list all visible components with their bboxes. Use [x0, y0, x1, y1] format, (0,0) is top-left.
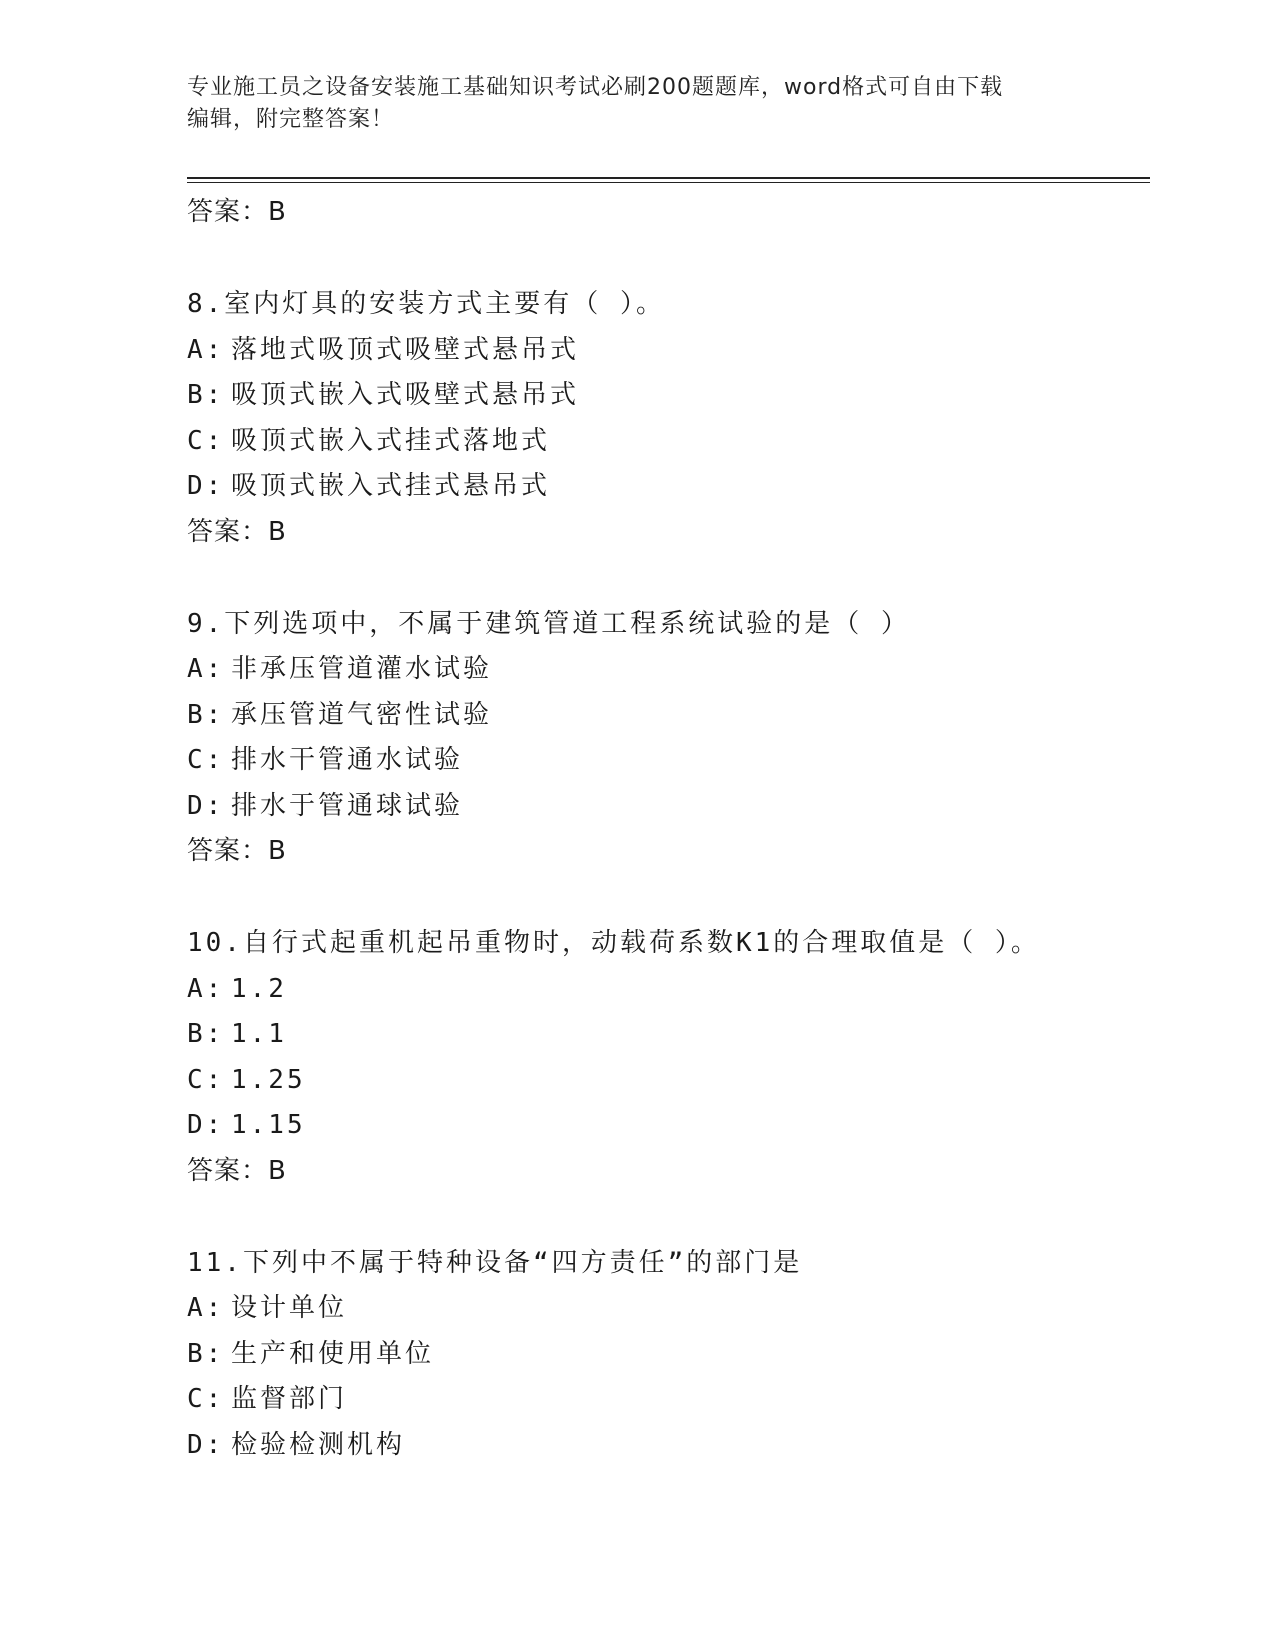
option-d: D: 排水于管通球试验 [187, 790, 464, 821]
option-d: D: 检验检测机构 [187, 1429, 406, 1460]
question-title: 8.室内灯具的安装方式主要有（ ）。 [187, 289, 665, 319]
option-b: B: 生产和使用单位 [187, 1338, 435, 1369]
header-divider-thick [187, 177, 1150, 179]
question-9 [187, 602, 1150, 874]
question-11 [187, 1241, 1150, 1469]
option-b: B: 承压管道气密性试验 [187, 699, 493, 730]
question-title: 10.自行式起重机起吊重物时，动载荷系数K1的合理取值是（ ）。 [187, 928, 1040, 958]
option-c: C: 排水干管通水试验 [187, 745, 464, 775]
option-c: C: 吸顶式嵌入式挂式落地式 [187, 425, 551, 456]
option-a: A: 非承压管道灌水试验 [187, 654, 493, 684]
option-c: C: 1.25 [187, 1064, 306, 1095]
option-a: A: 落地式吸顶式吸壁式悬吊式 [187, 334, 580, 365]
question-10 [187, 921, 1150, 1193]
question-list [187, 190, 1150, 1468]
option-b: B: 吸顶式嵌入式吸壁式悬吊式 [187, 380, 580, 410]
option-b: B: 1.1 [187, 1019, 287, 1049]
option-a: A: 设计单位 [187, 1293, 348, 1323]
option-a: A: 1.2 [187, 973, 287, 1004]
answer: 答案：B [187, 836, 287, 866]
spacer [187, 234, 1150, 282]
spacer [187, 1193, 1150, 1241]
spacer [187, 873, 1150, 921]
question-title: 11.下列中不属于特种设备“四方责任”的部门是 [187, 1247, 803, 1278]
option-d: D: 1.15 [187, 1110, 306, 1140]
header-line-1: 专业施工员之设备安装施工基础知识考试必刷200题题库，word格式可自由下载 [187, 75, 1004, 100]
question-title: 9.下列选项中，不属于建筑管道工程系统试验的是（ ） [187, 608, 910, 639]
document-header [187, 72, 1087, 136]
option-c: C: 监督部门 [187, 1384, 348, 1414]
header-line-2: 编辑，附完整答案！ [187, 107, 395, 132]
spacer [187, 554, 1150, 602]
option-d: D: 吸顶式嵌入式挂式悬吊式 [187, 471, 551, 501]
previous-answer: 答案：B [187, 197, 287, 227]
answer: 答案：B [187, 516, 287, 547]
header-divider-thin [187, 182, 1150, 183]
question-8 [187, 282, 1150, 554]
answer: 答案：B [187, 1155, 287, 1186]
